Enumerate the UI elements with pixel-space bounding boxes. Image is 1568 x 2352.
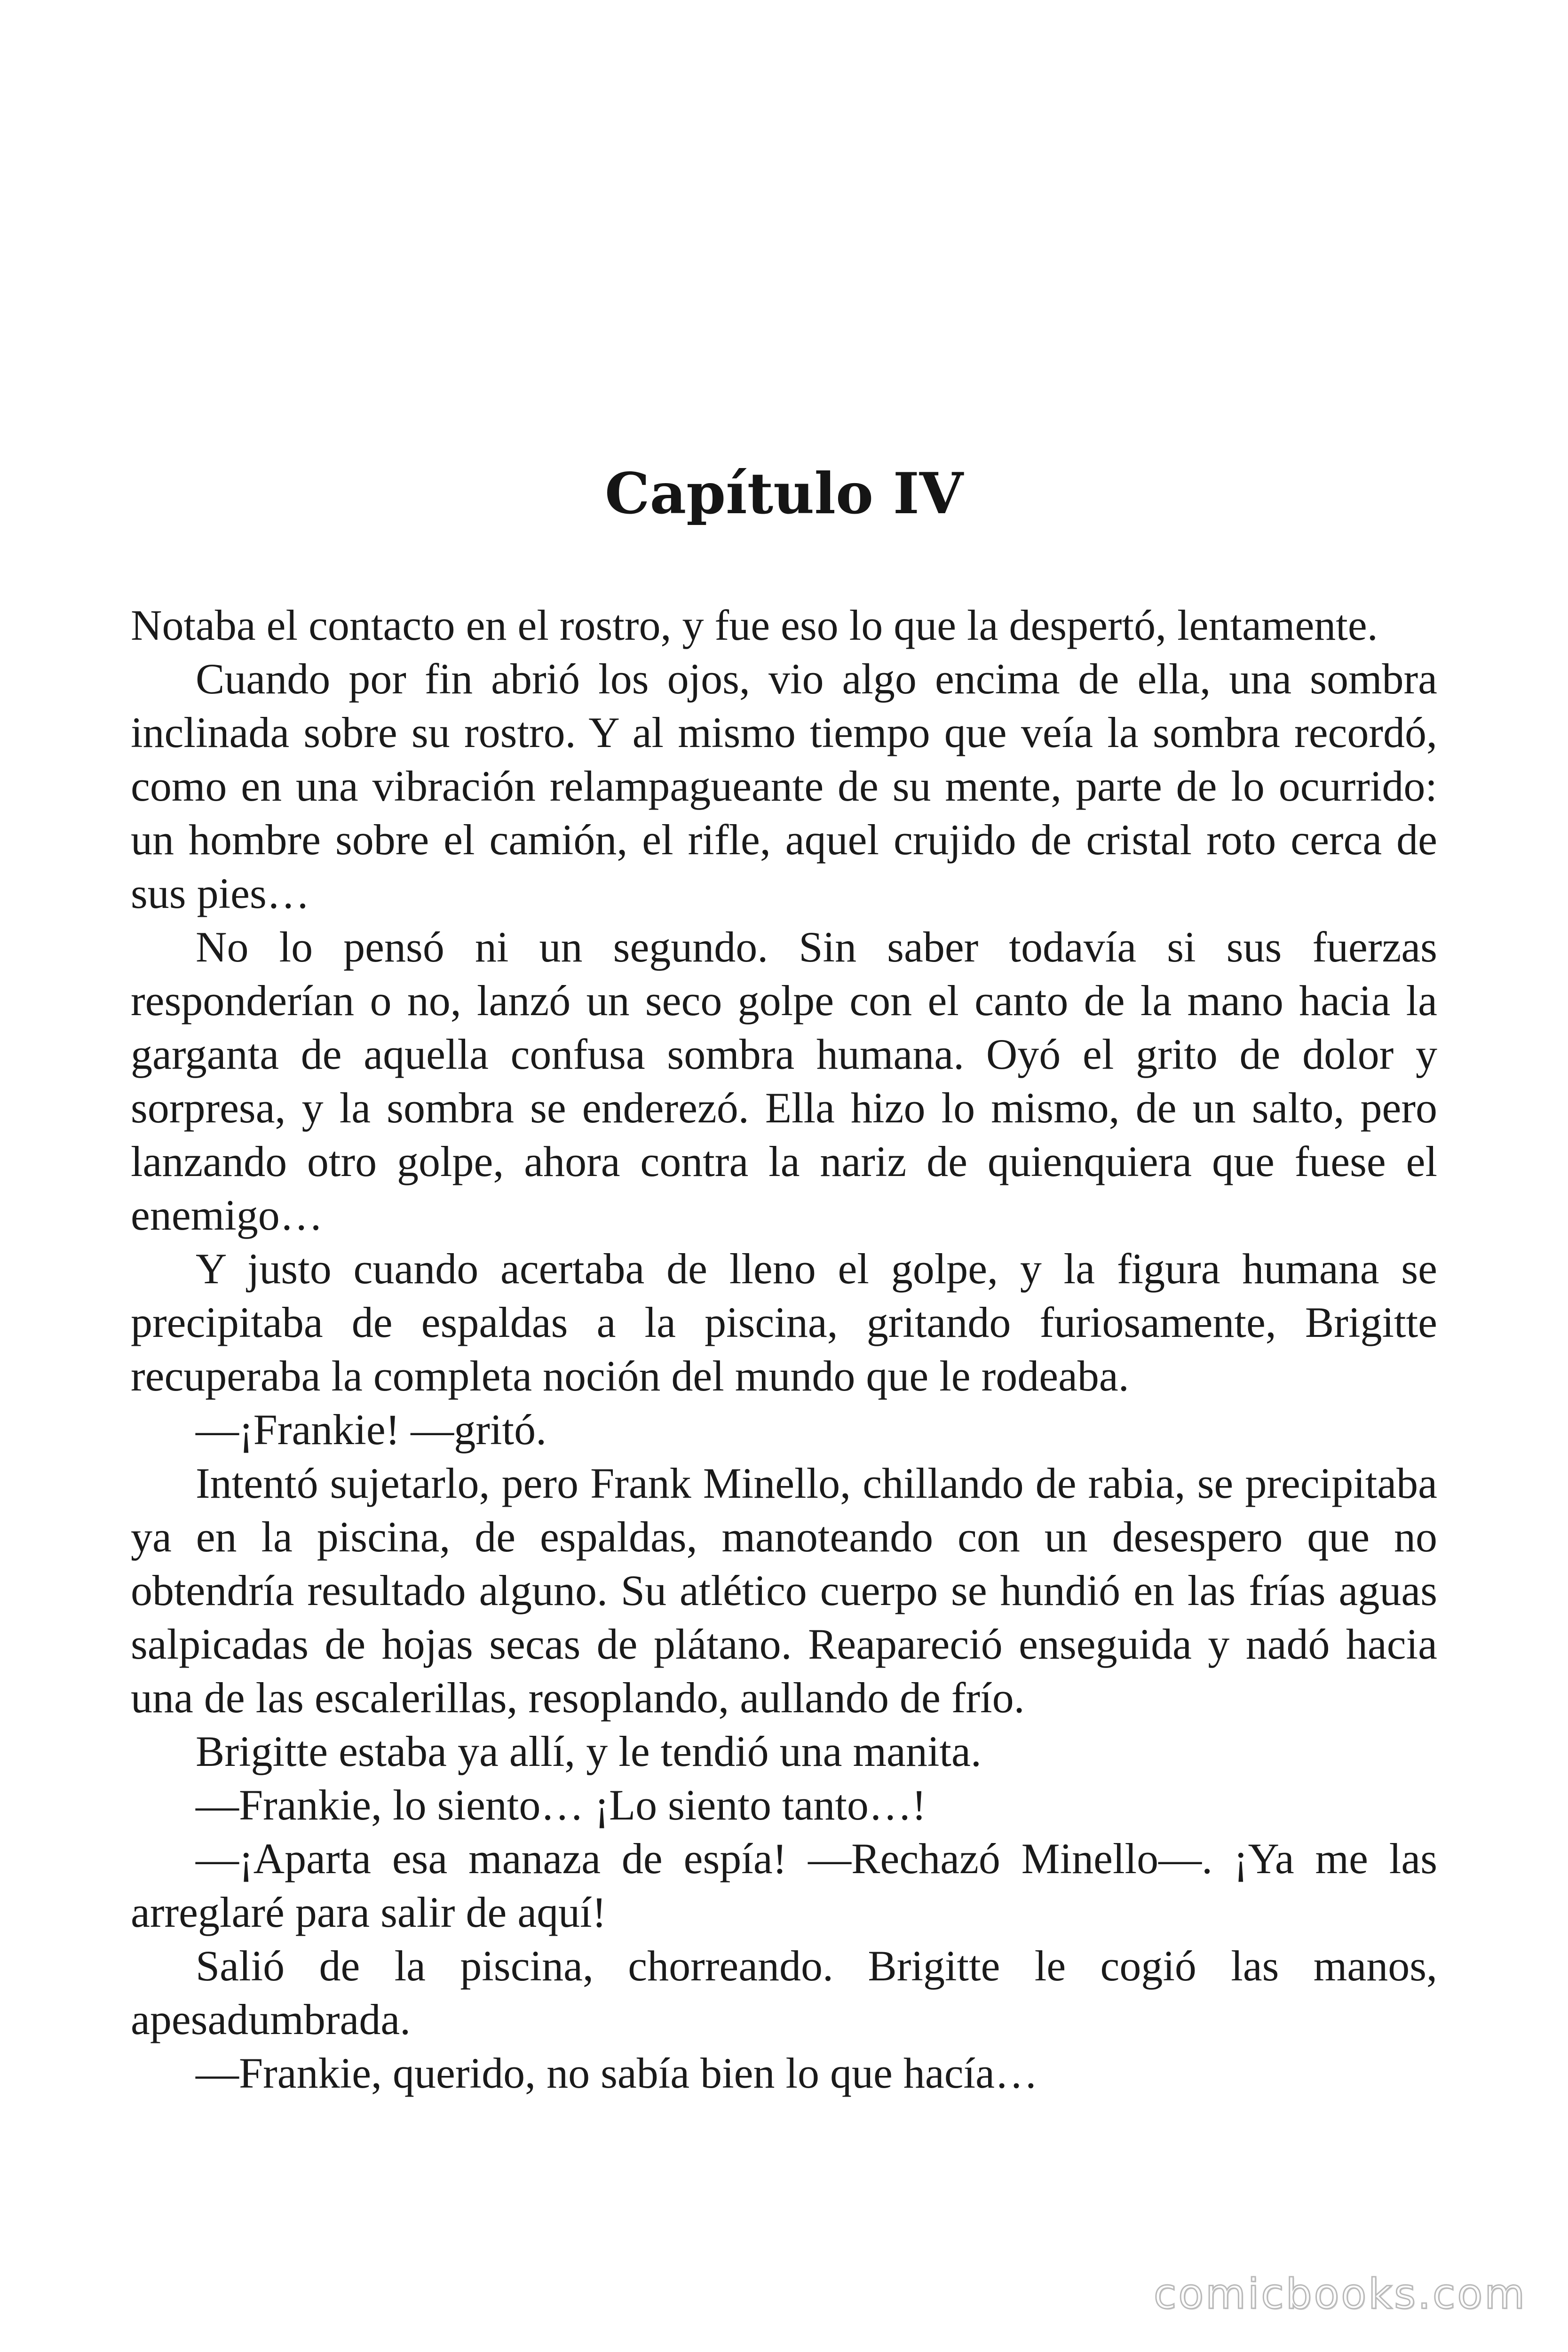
- paragraph: —¡Frankie! —gritó.: [196, 1406, 547, 1454]
- paragraph: —Frankie, lo siento… ¡Lo siento tanto…!: [196, 1781, 927, 1829]
- chapter-body: [131, 598, 1437, 2100]
- paragraph: Salió de la piscina, chorreando. Brigitte le cogió las manos, apesadumbrada.: [131, 1942, 1437, 2043]
- paragraph: Y justo cuando acertaba de lleno el golpe, y la figura humana se precipitaba de espaldas a la piscina, gritando furiosamente, Brigitte recuperaba la completa noción del mundo que le rodeaba.: [131, 1245, 1437, 1400]
- paragraph: Cuando por fin abrió los ojos, vio algo encima de ella, una sombra inclinada sobre su rostro. Y al mismo tiempo que veía la sombra recordó, como en una vibración relampagueante de su mente, parte de lo ocurrido: un hombre sobre el camión, el rifle, aquel crujido de cristal roto cerca de sus pies…: [131, 655, 1437, 917]
- paragraph: Brigitte estaba ya allí, y le tendió una manita.: [196, 1727, 982, 1775]
- chapter-title: Capítulo IV: [604, 461, 964, 527]
- paragraph: Intentó sujetarlo, pero Frank Minello, chillando de rabia, se precipitaba ya en la piscina, de espaldas, manoteando con un desespero que no obtendría resultado alguno. Su atlético cuerpo se hundió en las frías aguas salpicadas de hojas secas de plátano. Reapareció enseguida y nadó hacia una de las escalerillas, resoplando, aullando de frío.: [131, 1459, 1437, 1722]
- watermark: comicbooks.com: [1153, 2270, 1527, 2318]
- paragraph: Notaba el contacto en el rostro, y fue eso lo que la despertó, lentamente.: [131, 601, 1378, 649]
- paragraph: —Frankie, querido, no sabía bien lo que hacía…: [196, 2049, 1038, 2097]
- paragraph: —¡Aparta esa manaza de espía! —Rechazó Minello—. ¡Ya me las arreglaré para salir de aquí!: [131, 1835, 1437, 1936]
- paragraph: No lo pensó ni un segundo. Sin saber todavía si sus fuerzas responderían o no, lanzó un seco golpe con el canto de la mano hacia la garganta de aquella confusa sombra humana. Oyó el grito de dolor y sorpresa, y la sombra se enderezó. Ella hizo lo mismo, de un salto, pero lanzando otro golpe, ahora contra la nariz de quienquiera que fuese el enemigo…: [131, 923, 1437, 1239]
